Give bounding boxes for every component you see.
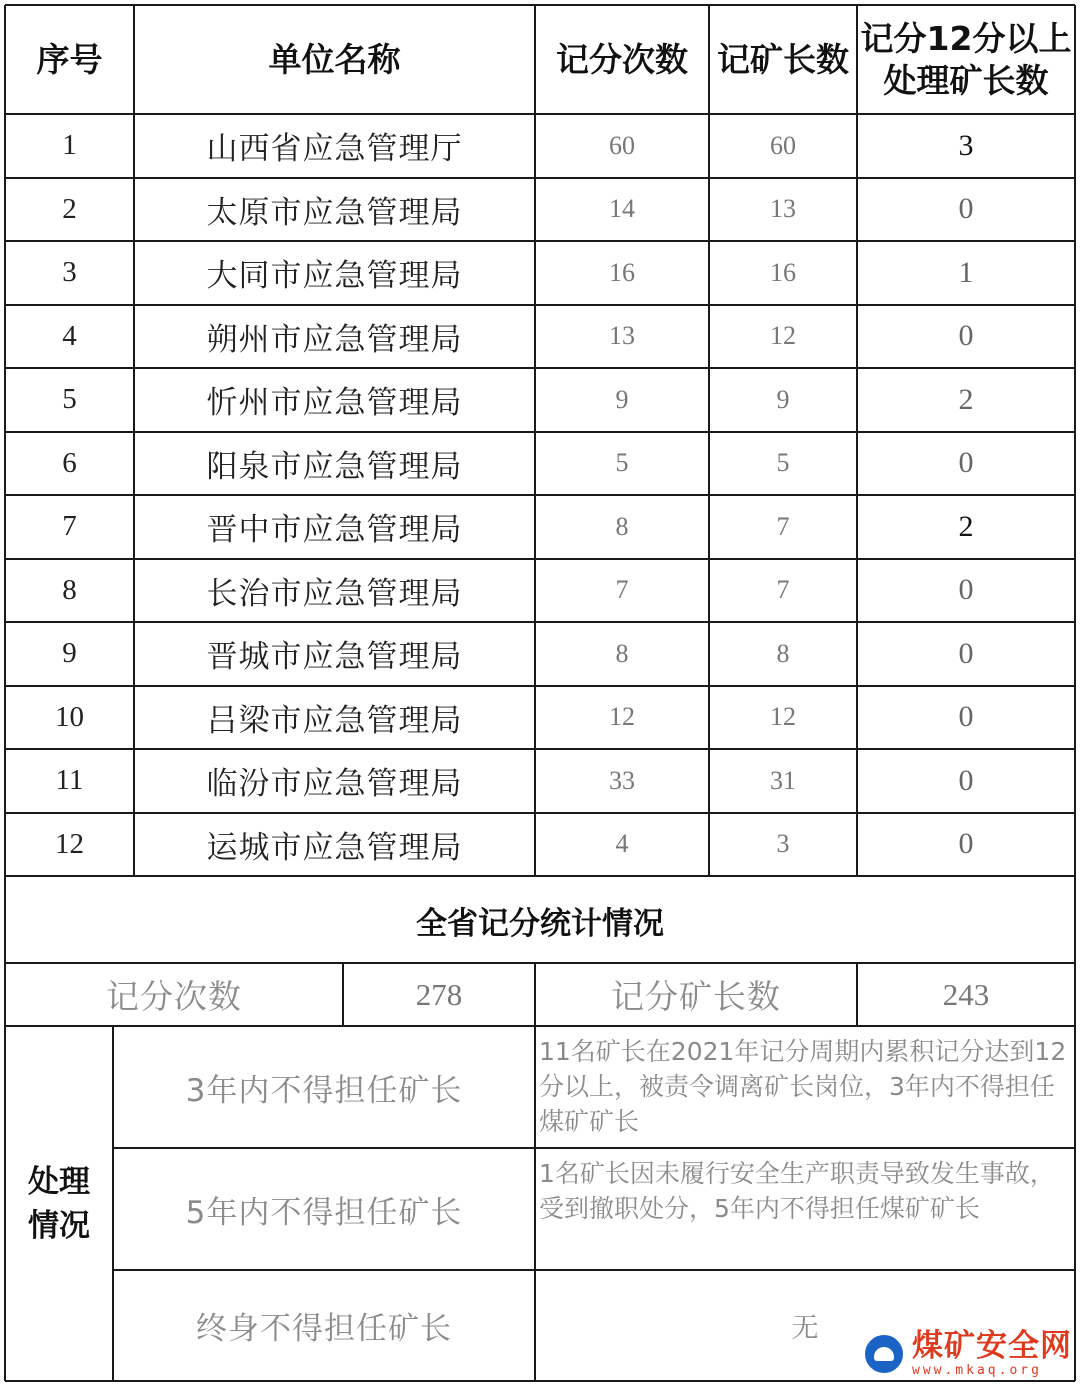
handling-detail-lifetime: 无 <box>791 1313 819 1344</box>
summary-title: 全省记分统计情况 <box>416 905 664 942</box>
row-over12: 2 <box>958 382 974 416</box>
grid-line <box>5 113 1075 115</box>
grid-line <box>5 558 1075 560</box>
row-over12: 2 <box>958 509 974 543</box>
header-over12 <box>857 5 1075 114</box>
row-unit-name: 大同市应急管理局 <box>206 258 463 295</box>
header-index: 序号 <box>36 39 103 79</box>
row-unit-name: 太原市应急管理局 <box>206 194 463 231</box>
handling-detail-5yr: 1名矿长因未履行安全生产职责导致发生事故，受到撤职处分，5年内不得担任煤矿矿长 <box>539 1159 1055 1223</box>
grid-line <box>5 621 1075 623</box>
handling-label-5yr: 5年内不得担任矿长 <box>185 1194 463 1231</box>
row-unit-name: 朔州市应急管理局 <box>206 321 463 358</box>
handling-label-3yr: 3年内不得担任矿长 <box>185 1072 463 1109</box>
grid-line <box>534 1026 536 1381</box>
row-index: 3 <box>62 256 77 289</box>
row-unit-name: 临汾市应急管理局 <box>206 766 463 803</box>
summary-score-count-label: 记分次数 <box>106 977 242 1016</box>
grid-line <box>5 494 1075 496</box>
grid-line <box>113 1147 1075 1149</box>
grid-line <box>133 5 135 877</box>
row-score-count: 7 <box>615 575 629 605</box>
row-over12: 0 <box>958 763 974 797</box>
row-unit-name: 长治市应急管理局 <box>206 575 463 612</box>
row-unit-name: 山西省应急管理厅 <box>206 131 463 168</box>
watermark-url: www.mkaq.org <box>912 1363 1042 1378</box>
row-index: 5 <box>62 383 77 416</box>
row-unit-name: 阳泉市应急管理局 <box>206 448 463 485</box>
row-index: 4 <box>62 319 77 352</box>
header-over12-line2: 处理矿长数 <box>883 60 1049 100</box>
row-over12: 0 <box>958 700 974 734</box>
grid-line <box>5 431 1075 433</box>
row-score-count: 5 <box>615 448 629 478</box>
grid-line <box>1074 5 1076 1381</box>
row-score-count: 12 <box>609 702 635 732</box>
row-index: 11 <box>55 764 84 797</box>
grid-line <box>5 304 1075 306</box>
grid-line <box>5 1380 1075 1382</box>
grid-line <box>112 1026 114 1381</box>
row-index: 9 <box>62 637 77 670</box>
row-score-count: 13 <box>609 321 635 351</box>
summary-manager-count-value: 243 <box>942 976 990 1012</box>
row-over12: 3 <box>958 128 974 162</box>
row-index: 7 <box>62 510 77 543</box>
watermark-logo <box>862 1328 1072 1380</box>
row-manager-count: 13 <box>770 194 796 224</box>
row-score-count: 16 <box>609 257 635 287</box>
grid-line <box>5 1025 1075 1027</box>
watermark-name: 煤矿安全网 <box>912 1328 1072 1364</box>
row-manager-count: 9 <box>776 384 790 414</box>
row-over12: 0 <box>958 827 974 861</box>
row-manager-count: 3 <box>776 829 790 859</box>
handling-side-label-line2: 情况 <box>28 1207 90 1244</box>
row-unit-name: 晋城市应急管理局 <box>206 639 463 676</box>
header-over12-line1: 记分12分以上 <box>860 18 1072 58</box>
row-score-count: 4 <box>615 829 629 859</box>
grid-line <box>856 963 858 1026</box>
row-unit-name: 吕梁市应急管理局 <box>206 702 463 739</box>
grid-line <box>534 963 536 1026</box>
row-unit-name: 晋中市应急管理局 <box>206 512 463 549</box>
handling-detail-3yr: 11名矿长在2021年记分周期内累积记分达到12分以上，被责令调离矿长岗位，3年内不得担任煤矿矿长 <box>539 1037 1067 1136</box>
grid-line <box>856 5 858 877</box>
grid-line <box>5 748 1075 750</box>
row-score-count: 14 <box>609 194 635 224</box>
grid-line <box>708 5 710 877</box>
row-manager-count: 16 <box>770 257 796 287</box>
grid-line <box>4 5 6 1381</box>
grid-line <box>113 1269 1075 1271</box>
row-score-count: 60 <box>609 130 635 160</box>
header-score-count: 记分次数 <box>556 39 688 79</box>
row-manager-count: 12 <box>770 702 796 732</box>
row-over12: 0 <box>958 446 974 480</box>
grid-line <box>5 685 1075 687</box>
row-over12: 0 <box>958 192 974 226</box>
row-manager-count: 5 <box>776 448 790 478</box>
row-index: 6 <box>62 446 77 479</box>
grid-line <box>5 812 1075 814</box>
row-manager-count: 12 <box>770 321 796 351</box>
header-manager-count: 记矿长数 <box>717 39 849 79</box>
row-manager-count: 31 <box>770 765 796 795</box>
row-index: 1 <box>62 129 77 162</box>
row-manager-count: 7 <box>776 575 790 605</box>
safety-helmet-icon <box>862 1332 906 1376</box>
row-manager-count: 7 <box>776 511 790 541</box>
row-score-count: 8 <box>615 511 629 541</box>
row-score-count: 9 <box>615 384 629 414</box>
handling-label-lifetime: 终身不得担任矿长 <box>196 1311 452 1347</box>
row-index: 8 <box>62 573 77 606</box>
row-unit-name: 忻州市应急管理局 <box>206 385 463 422</box>
row-index: 2 <box>62 192 77 225</box>
grid-line <box>5 177 1075 179</box>
summary-manager-count-label: 记分矿长数 <box>611 977 781 1016</box>
grid-line <box>5 4 1075 6</box>
grid-line <box>5 962 1075 964</box>
grid-line <box>342 963 344 1026</box>
handling-side-label <box>5 1026 113 1381</box>
grid-line <box>5 367 1075 369</box>
row-over12: 1 <box>958 255 974 289</box>
row-over12: 0 <box>958 319 974 353</box>
row-over12: 0 <box>958 636 974 670</box>
handling-side-label-line1: 处理 <box>28 1163 90 1200</box>
grid-line <box>5 875 1075 877</box>
grid-line <box>5 240 1075 242</box>
row-score-count: 33 <box>609 765 635 795</box>
row-score-count: 8 <box>615 638 629 668</box>
row-manager-count: 60 <box>770 130 796 160</box>
grid-line <box>534 5 536 877</box>
row-over12: 0 <box>958 573 974 607</box>
row-unit-name: 运城市应急管理局 <box>206 829 463 866</box>
row-index: 12 <box>55 827 84 860</box>
row-manager-count: 8 <box>776 638 790 668</box>
row-index: 10 <box>55 700 84 733</box>
summary-score-count-value: 278 <box>415 976 463 1012</box>
header-unit: 单位名称 <box>268 39 401 79</box>
